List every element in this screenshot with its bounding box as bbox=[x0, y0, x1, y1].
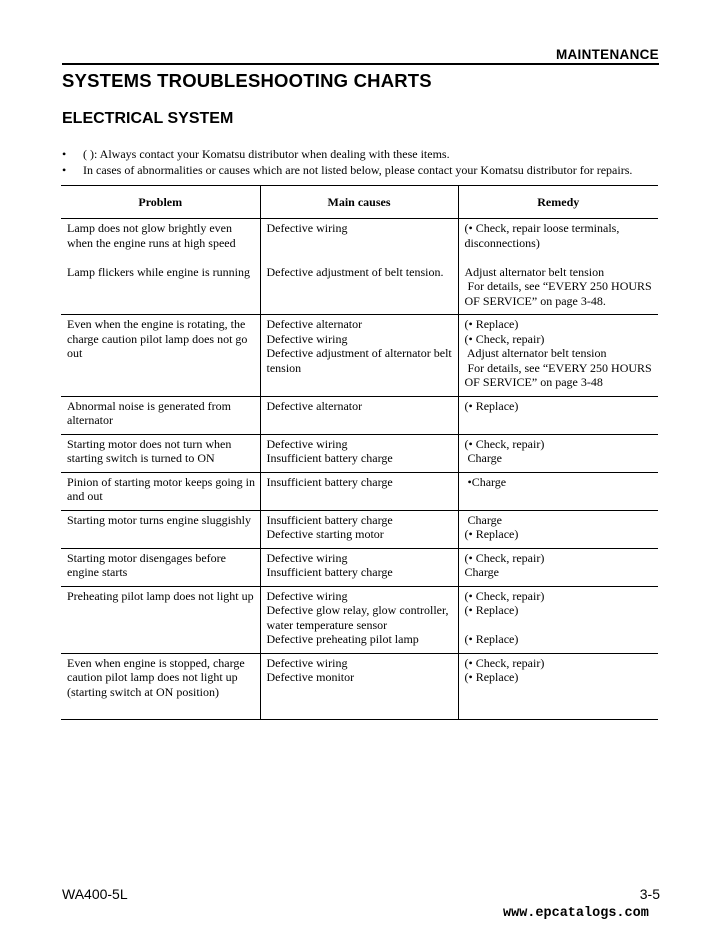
note-item bbox=[62, 162, 662, 178]
table-row bbox=[61, 219, 658, 315]
cell-line: Adjust alternator belt tension bbox=[464, 264, 605, 279]
problem-cell bbox=[61, 219, 260, 315]
causes-cell bbox=[260, 219, 458, 315]
cell-line: For details, see “EVERY 250 HOURS bbox=[464, 279, 652, 293]
cell-line: alternator bbox=[67, 413, 113, 427]
cell-line: Defective glow relay, glow controller, bbox=[266, 603, 449, 617]
cell-line bbox=[465, 618, 654, 633]
cell-line: Insufficient battery charge bbox=[266, 451, 393, 465]
cell-line: Charge bbox=[464, 512, 502, 527]
cell-line: tension bbox=[266, 360, 302, 375]
remedy-cell bbox=[458, 586, 658, 653]
problem-cell bbox=[61, 548, 260, 586]
cell-line: Defective wiring bbox=[266, 588, 348, 603]
table-row bbox=[61, 653, 658, 719]
watermark: www.epcatalogs.com bbox=[503, 906, 649, 921]
remedy-cell bbox=[458, 653, 658, 719]
causes-cell bbox=[260, 434, 458, 472]
cell-line bbox=[267, 250, 453, 265]
problem-cell bbox=[61, 510, 260, 548]
header-problem: Problem bbox=[61, 186, 260, 219]
cell-line: Charge bbox=[464, 451, 502, 465]
cell-line: (• Replace) bbox=[464, 527, 519, 541]
troubleshooting-table bbox=[61, 185, 658, 720]
cell-line: Defective starting motor bbox=[266, 527, 384, 541]
cell-line: Preheating pilot lamp does not light up bbox=[67, 588, 254, 603]
table-row bbox=[61, 472, 658, 510]
cell-line: Starting motor does not turn when bbox=[67, 436, 232, 451]
cell-line: (• Check, repair loose terminals, bbox=[464, 221, 620, 235]
cell-line: when the engine runs at high speed bbox=[67, 235, 236, 250]
causes-cell bbox=[260, 472, 458, 510]
header-main-causes: Main causes bbox=[260, 186, 458, 219]
cell-line bbox=[267, 236, 453, 251]
cell-line: Defective wiring bbox=[266, 331, 348, 346]
remedy-cell bbox=[458, 472, 658, 510]
cell-line: (• Replace) bbox=[464, 398, 519, 413]
cell-line: Defective alternator bbox=[266, 398, 363, 413]
cell-line: Defective wiring bbox=[266, 221, 348, 235]
table-row bbox=[61, 434, 658, 472]
cell-line: Insufficient battery charge bbox=[266, 474, 393, 489]
cell-line: For details, see “EVERY 250 HOURS bbox=[464, 360, 652, 375]
cell-line: Defective wiring bbox=[266, 436, 348, 451]
cell-line: (• Replace) bbox=[464, 632, 519, 646]
cell-line: Defective preheating pilot lamp bbox=[266, 632, 419, 646]
cell-line bbox=[67, 250, 255, 265]
footer-model: WA400-5L bbox=[62, 886, 128, 902]
cell-line: starting switch is turned to ON bbox=[67, 451, 215, 465]
cell-line: (• Check, repair) bbox=[464, 655, 545, 670]
causes-cell bbox=[260, 396, 458, 434]
causes-cell bbox=[260, 586, 458, 653]
cell-line: Lamp does not glow brightly even bbox=[67, 221, 232, 235]
cell-line: Defective adjustment of belt tension. bbox=[266, 264, 444, 279]
remedy-cell bbox=[458, 434, 658, 472]
problem-cell bbox=[61, 586, 260, 653]
cell-line: (• Replace) bbox=[464, 670, 519, 684]
cell-line: water temperature sensor bbox=[266, 617, 388, 632]
note-bullet: • bbox=[62, 147, 67, 161]
cell-line: Lamp flickers while engine is running bbox=[67, 264, 250, 279]
causes-cell bbox=[260, 548, 458, 586]
page-number: 3-5 bbox=[639, 886, 660, 902]
causes-cell bbox=[260, 315, 458, 397]
cell-line bbox=[465, 250, 654, 265]
cell-line: caution pilot lamp does not light up bbox=[67, 670, 238, 684]
problem-cell bbox=[61, 653, 260, 719]
section-subtitle: ELECTRICAL SYSTEM bbox=[62, 110, 234, 127]
remedy-cell bbox=[458, 396, 658, 434]
table-row bbox=[61, 548, 658, 586]
cell-line: Defective wiring bbox=[266, 550, 348, 565]
cell-line: OF SERVICE” on page 3-48 bbox=[464, 375, 603, 389]
cell-line: Defective wiring bbox=[266, 655, 348, 670]
cell-line: engine starts bbox=[67, 565, 128, 579]
page-title: SYSTEMS TROUBLESHOOTING CHARTS bbox=[62, 70, 432, 91]
cell-line: (• Replace) bbox=[464, 317, 519, 331]
problem-cell bbox=[61, 472, 260, 510]
cell-line: (• Check, repair) bbox=[464, 331, 545, 346]
cell-line: OF SERVICE” on page 3-48. bbox=[464, 293, 606, 308]
cell-line: Defective alternator bbox=[266, 317, 363, 331]
cell-line: Starting motor turns engine sluggishly bbox=[67, 512, 251, 527]
cell-line: (starting switch at ON position) bbox=[67, 684, 219, 699]
remedy-cell bbox=[458, 510, 658, 548]
cell-line: (• Check, repair) bbox=[464, 436, 545, 451]
table-row bbox=[61, 315, 658, 397]
cell-line: •Charge bbox=[464, 474, 507, 489]
notes-list bbox=[62, 146, 662, 178]
table-row bbox=[61, 396, 658, 434]
cell-line: and out bbox=[67, 489, 103, 503]
table-header-row bbox=[61, 186, 658, 219]
note-text: In cases of abnormalities or causes which are not listed below, please contact your Komatsu distributor for repairs. bbox=[83, 163, 633, 177]
cell-line: (• Check, repair) bbox=[464, 588, 545, 603]
cell-line: out bbox=[67, 346, 83, 360]
cell-line: Defective adjustment of alternator belt bbox=[266, 346, 452, 360]
problem-cell bbox=[61, 434, 260, 472]
header-remedy: Remedy bbox=[458, 186, 658, 219]
remedy-cell bbox=[458, 219, 658, 315]
causes-cell bbox=[260, 510, 458, 548]
cell-line: Starting motor disengages before bbox=[67, 550, 226, 565]
cell-line: Insufficient battery charge bbox=[266, 512, 393, 527]
header-rule bbox=[62, 63, 659, 65]
note-bullet: • bbox=[62, 163, 67, 177]
problem-cell bbox=[61, 396, 260, 434]
cell-line: Insufficient battery charge bbox=[266, 565, 393, 579]
note-item bbox=[62, 146, 662, 162]
cell-line: Even when engine is stopped, charge bbox=[67, 655, 245, 670]
cell-line: (• Check, repair) bbox=[464, 550, 545, 565]
table-row bbox=[61, 586, 658, 653]
cell-line: disconnections) bbox=[464, 235, 540, 250]
cell-line: (• Replace) bbox=[464, 603, 519, 617]
cell-line: Pinion of starting motor keeps going in bbox=[67, 474, 255, 489]
cell-line: Defective monitor bbox=[266, 670, 355, 684]
remedy-cell bbox=[458, 548, 658, 586]
cell-line: Even when the engine is rotating, the bbox=[67, 317, 246, 331]
cell-line: Charge bbox=[464, 565, 499, 579]
cell-line: Adjust alternator belt tension bbox=[464, 346, 607, 360]
cell-line: Abnormal noise is generated from bbox=[67, 398, 231, 413]
causes-cell bbox=[260, 653, 458, 719]
table-row bbox=[61, 510, 658, 548]
section-header: MAINTENANCE bbox=[555, 47, 659, 62]
note-text: ( ): Always contact your Komatsu distributor when dealing with these items. bbox=[83, 147, 450, 161]
remedy-cell bbox=[458, 315, 658, 397]
cell-line: charge caution pilot lamp does not go bbox=[67, 331, 248, 346]
problem-cell bbox=[61, 315, 260, 397]
